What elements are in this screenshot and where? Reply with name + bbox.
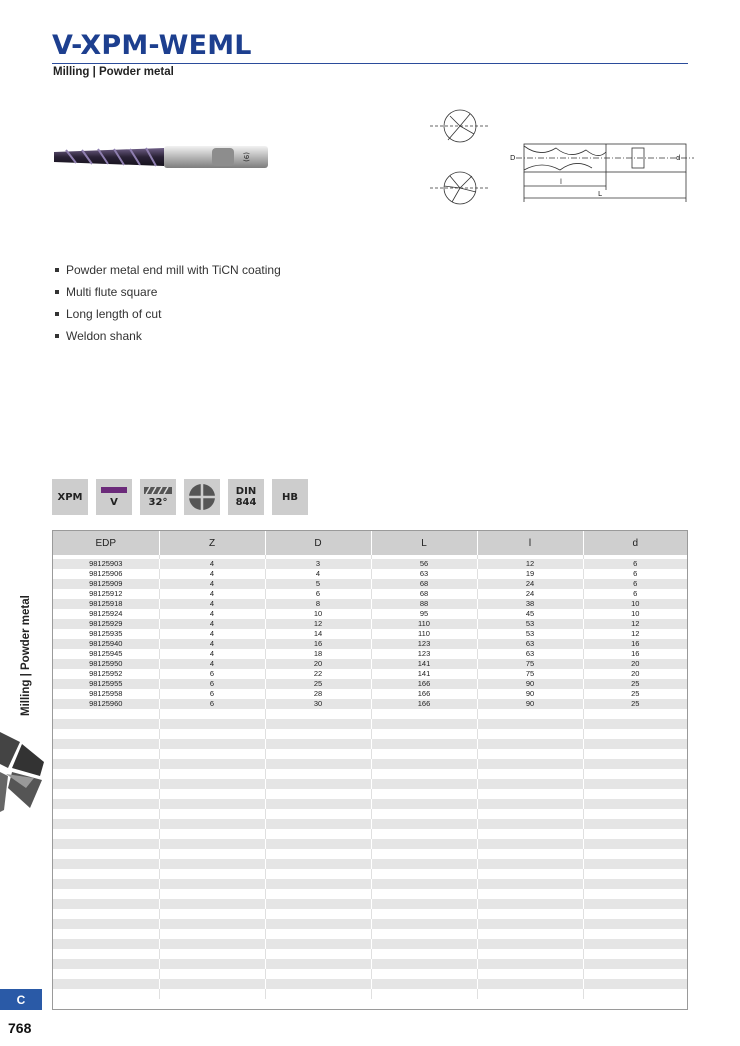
- bullet-icon: [55, 290, 59, 294]
- table-cell: 4: [159, 649, 265, 659]
- din-badge: DIN 844: [228, 479, 264, 515]
- table-cell: 4: [265, 569, 371, 579]
- table-cell: 24: [477, 589, 583, 599]
- table-cell: 110: [371, 629, 477, 639]
- empty-table-row: [53, 979, 687, 989]
- table-cell: 12: [583, 619, 687, 629]
- empty-table-row: [53, 729, 687, 739]
- empty-table-row: [53, 939, 687, 949]
- table-cell: 63: [371, 569, 477, 579]
- feature-list: [55, 263, 281, 351]
- table-cell: 98125935: [53, 629, 159, 639]
- table-cell: 56: [371, 559, 477, 569]
- table-cell: 166: [371, 699, 477, 709]
- table-row: [53, 689, 687, 699]
- tool-marking: (9): [242, 152, 250, 162]
- table-cell: 6: [159, 669, 265, 679]
- shank-badge: HB: [272, 479, 308, 515]
- table-cell: 8: [265, 599, 371, 609]
- table-cell: 75: [477, 659, 583, 669]
- table-cell: 18: [265, 649, 371, 659]
- empty-table-row: [53, 789, 687, 799]
- table-row: [53, 699, 687, 709]
- page-number: 768: [8, 1020, 32, 1036]
- empty-table-row: [53, 899, 687, 909]
- property-badges: [52, 479, 316, 515]
- table-cell: 98125924: [53, 609, 159, 619]
- table-cell: 98125950: [53, 659, 159, 669]
- table-cell: 30: [265, 699, 371, 709]
- table-cell: 123: [371, 639, 477, 649]
- table-cell: 6: [583, 579, 687, 589]
- table-row: [53, 589, 687, 599]
- section-tab: C: [0, 989, 42, 1010]
- table-cell: 12: [583, 629, 687, 639]
- table-cell: 63: [477, 649, 583, 659]
- table-cell: 166: [371, 679, 477, 689]
- table-cell: 3: [265, 559, 371, 569]
- table-row: [53, 659, 687, 669]
- bullet-icon: [55, 312, 59, 316]
- feature-item: Long length of cut: [55, 307, 281, 329]
- table-cell: 98125912: [53, 589, 159, 599]
- table-row: [53, 559, 687, 569]
- table-cell: 98125952: [53, 669, 159, 679]
- table-cell: 98125960: [53, 699, 159, 709]
- table-cell: 88: [371, 599, 477, 609]
- title-divider: [52, 63, 688, 64]
- table-cell: 98125918: [53, 599, 159, 609]
- empty-table-row: [53, 849, 687, 859]
- column-header: l: [477, 531, 583, 555]
- table-cell: 6: [265, 589, 371, 599]
- column-header: Z: [159, 531, 265, 555]
- table-cell: 98125929: [53, 619, 159, 629]
- feature-item: Multi flute square: [55, 285, 281, 307]
- table-row: [53, 579, 687, 589]
- page-subtitle: Milling | Powder metal: [53, 66, 174, 78]
- feature-item: Weldon shank: [55, 329, 281, 351]
- table-row: [53, 629, 687, 639]
- table-cell: 123: [371, 649, 477, 659]
- coating-color-bar: [101, 487, 127, 493]
- table-cell: 4: [159, 599, 265, 609]
- coating-badge: V: [96, 479, 132, 515]
- table-cell: 10: [583, 599, 687, 609]
- square-end-icon: [188, 483, 216, 511]
- table-cell: 4: [159, 569, 265, 579]
- empty-table-row: [53, 969, 687, 979]
- table-row: [53, 619, 687, 629]
- table-cell: 98125955: [53, 679, 159, 689]
- table-cell: 20: [265, 659, 371, 669]
- table-cell: 14: [265, 629, 371, 639]
- table-cell: 6: [159, 679, 265, 689]
- column-header: L: [371, 531, 477, 555]
- empty-table-row: [53, 859, 687, 869]
- empty-table-row: [53, 889, 687, 899]
- table-cell: 6: [159, 699, 265, 709]
- table-cell: 4: [159, 589, 265, 599]
- table-cell: 6: [583, 589, 687, 599]
- table-cell: 16: [583, 639, 687, 649]
- table-row: [53, 639, 687, 649]
- table-cell: 6: [159, 689, 265, 699]
- table-cell: 98125940: [53, 639, 159, 649]
- empty-table-row: [53, 949, 687, 959]
- column-header: EDP: [53, 531, 159, 555]
- table-cell: 25: [583, 689, 687, 699]
- table-cell: 28: [265, 689, 371, 699]
- dimension-d: d: [676, 154, 681, 162]
- technical-drawing: [430, 104, 700, 214]
- table-row: [53, 569, 687, 579]
- table-cell: 4: [159, 659, 265, 669]
- table-cell: 4: [159, 609, 265, 619]
- dimension-l: l: [560, 178, 562, 186]
- table-cell: 68: [371, 579, 477, 589]
- helix-badge: 32°: [140, 479, 176, 515]
- table-cell: 98125903: [53, 559, 159, 569]
- empty-table-row: [53, 709, 687, 719]
- empty-table-row: [53, 929, 687, 939]
- dimension-L: L: [598, 190, 602, 198]
- empty-table-row: [53, 759, 687, 769]
- bullet-icon: [55, 334, 59, 338]
- table-row: [53, 679, 687, 689]
- table-cell: 25: [583, 699, 687, 709]
- table-cell: 20: [583, 669, 687, 679]
- table-cell: 4: [159, 579, 265, 589]
- table-cell: 22: [265, 669, 371, 679]
- table-header-row: [53, 531, 687, 555]
- table-cell: 6: [583, 559, 687, 569]
- table-cell: 75: [477, 669, 583, 679]
- page-title: V-XPM-WEML: [52, 30, 252, 61]
- empty-table-row: [53, 749, 687, 759]
- table-cell: 53: [477, 629, 583, 639]
- table-cell: 98125909: [53, 579, 159, 589]
- milling-cutter-icon: [0, 728, 46, 814]
- end-mill-image: [52, 140, 274, 174]
- table-cell: 19: [477, 569, 583, 579]
- empty-table-row: [53, 839, 687, 849]
- dimension-D: D: [510, 154, 516, 162]
- table-cell: 90: [477, 699, 583, 709]
- empty-table-row: [53, 719, 687, 729]
- table-cell: 68: [371, 589, 477, 599]
- column-header: d: [583, 531, 687, 555]
- table-cell: 16: [583, 649, 687, 659]
- square-end-badge: [184, 479, 220, 515]
- empty-table-row: [53, 959, 687, 969]
- table-cell: 166: [371, 689, 477, 699]
- table-cell: 16: [265, 639, 371, 649]
- feature-item: Powder metal end mill with TiCN coating: [55, 263, 281, 285]
- empty-table-row: [53, 809, 687, 819]
- table-row: [53, 649, 687, 659]
- table-cell: 45: [477, 609, 583, 619]
- table-cell: 38: [477, 599, 583, 609]
- empty-table-row: [53, 909, 687, 919]
- table-cell: 10: [265, 609, 371, 619]
- table-cell: 98125906: [53, 569, 159, 579]
- table-cell: 4: [159, 639, 265, 649]
- table-cell: 53: [477, 619, 583, 629]
- table-cell: 4: [159, 559, 265, 569]
- empty-table-row: [53, 869, 687, 879]
- product-table: [52, 530, 688, 1010]
- empty-table-row: [53, 739, 687, 749]
- side-section-label: Milling | Powder metal: [20, 595, 32, 716]
- table-cell: 4: [159, 619, 265, 629]
- table-cell: 10: [583, 609, 687, 619]
- table-cell: 90: [477, 679, 583, 689]
- table-cell: 98125958: [53, 689, 159, 699]
- empty-table-row: [53, 879, 687, 889]
- empty-table-row: [53, 819, 687, 829]
- table-cell: 63: [477, 639, 583, 649]
- table-cell: 12: [265, 619, 371, 629]
- table-cell: 6: [583, 569, 687, 579]
- table-row: [53, 609, 687, 619]
- table-cell: 98125945: [53, 649, 159, 659]
- empty-table-row: [53, 919, 687, 929]
- bullet-icon: [55, 268, 59, 272]
- empty-table-row: [53, 779, 687, 789]
- table-row: [53, 669, 687, 679]
- table-cell: 25: [265, 679, 371, 689]
- table-cell: 20: [583, 659, 687, 669]
- table-cell: 110: [371, 619, 477, 629]
- table-cell: 12: [477, 559, 583, 569]
- table-cell: 5: [265, 579, 371, 589]
- table-row: [53, 599, 687, 609]
- empty-table-row: [53, 829, 687, 839]
- empty-table-row: [53, 799, 687, 809]
- helix-angle-icon: [144, 487, 172, 494]
- column-header: D: [265, 531, 371, 555]
- table-cell: 4: [159, 629, 265, 639]
- table-cell: 95: [371, 609, 477, 619]
- empty-table-row: [53, 769, 687, 779]
- table-cell: 24: [477, 579, 583, 589]
- table-cell: 90: [477, 689, 583, 699]
- table-cell: 141: [371, 659, 477, 669]
- material-badge: XPM: [52, 479, 88, 515]
- empty-table-row: [53, 989, 687, 999]
- table-cell: 25: [583, 679, 687, 689]
- table-cell: 141: [371, 669, 477, 679]
